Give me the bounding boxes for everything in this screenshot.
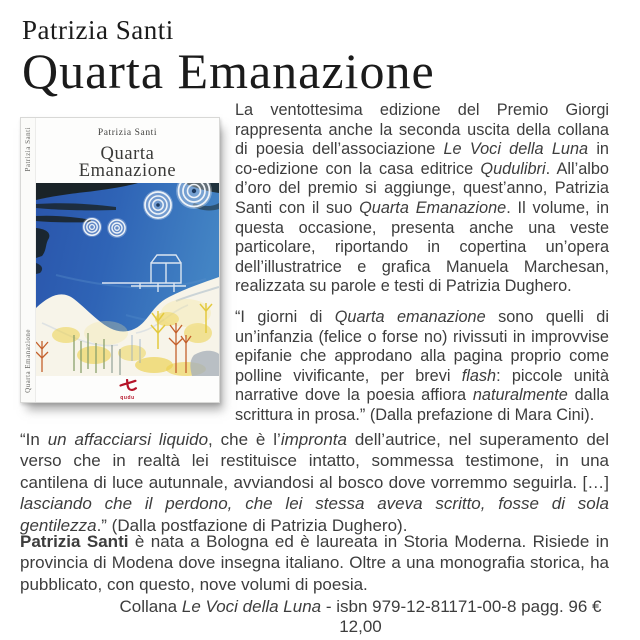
qudu-logo-text: qudu — [120, 395, 135, 401]
spine-author-text: Patrizia Santi — [24, 127, 32, 172]
paragraph-preface-quote: “I giorni di Quarta emanazione sono quelli di un’infanzia (felice o forse no) rivissuti in improvvise epifanie che approdano alla pagina proprio come polline vivificante, per brevi flash: piccole unità narrative dove la poesia affiora naturalmente dalla scrittura in prosa.” (Dalla prefazione di Mara Cini). — [235, 307, 609, 424]
cover-artwork — [36, 183, 219, 376]
paragraph-intro: La ventottesima edizione del Premio Giorgi rappresenta anche la seconda uscita della collana di poesia dell’associazione Le Voci della Luna in co-edizione con la casa editrice Qudulibri. All’albo d’oro del premio si aggiunge, quest’anno, Patrizia Santi con il suo Quarta Emanazione. Il volume, in questa occasione, presenta anche una veste particolare, riportando in copertina un’opera dell’illustratrice e grafica Manuela Marchesan, realizzata su parole e testi di Patrizia Dughero. — [235, 101, 610, 296]
page-header — [22, 15, 435, 99]
paragraph-postface-quote: “In un affacciarsi liquido, che è l’impronta dell’autrice, nel superamento del verso che in realtà lei restituisce intatto, sommessa testimone, in una cantilena di luce autunnale, avviandosi al bosco dove vorremmo seguirla. […] lasciando che il perdono, che lei stessa aveva scritto, fosse di sola gentilezza.” (Dalla postfazione di Patrizia Dughero). — [20, 430, 610, 535]
cover-author-text: Patrizia Santi — [97, 128, 158, 138]
qudu-logo-glyph — [118, 379, 138, 392]
cover-title-line2: Emanazione — [78, 161, 177, 181]
qudu-logo — [36, 379, 219, 401]
cover-title-line1: Quarta — [100, 144, 155, 164]
book-spine — [21, 118, 36, 402]
book-title-heading: Quarta Emanazione — [22, 42, 435, 99]
author-heading: Patrizia Santi — [22, 15, 174, 45]
book-cover-photo — [20, 117, 220, 403]
colophon-line: Collana Le Voci della Luna - isbn 979-12-81171-00-8 pagg. 96 € 12,00 — [119, 597, 602, 636]
book-front-cover — [36, 118, 219, 402]
paragraph-bio: Patrizia Santi è nata a Bologna ed è laureata in Storia Moderna. Risiede in provincia di Modena dove insegna italiano. Oltre a una monografia storica, ha pubblicato, con questo, nove volumi di poesia. — [20, 532, 609, 594]
spine-title-text: Quarta Emanazione — [24, 329, 32, 393]
intro-column — [235, 101, 609, 426]
